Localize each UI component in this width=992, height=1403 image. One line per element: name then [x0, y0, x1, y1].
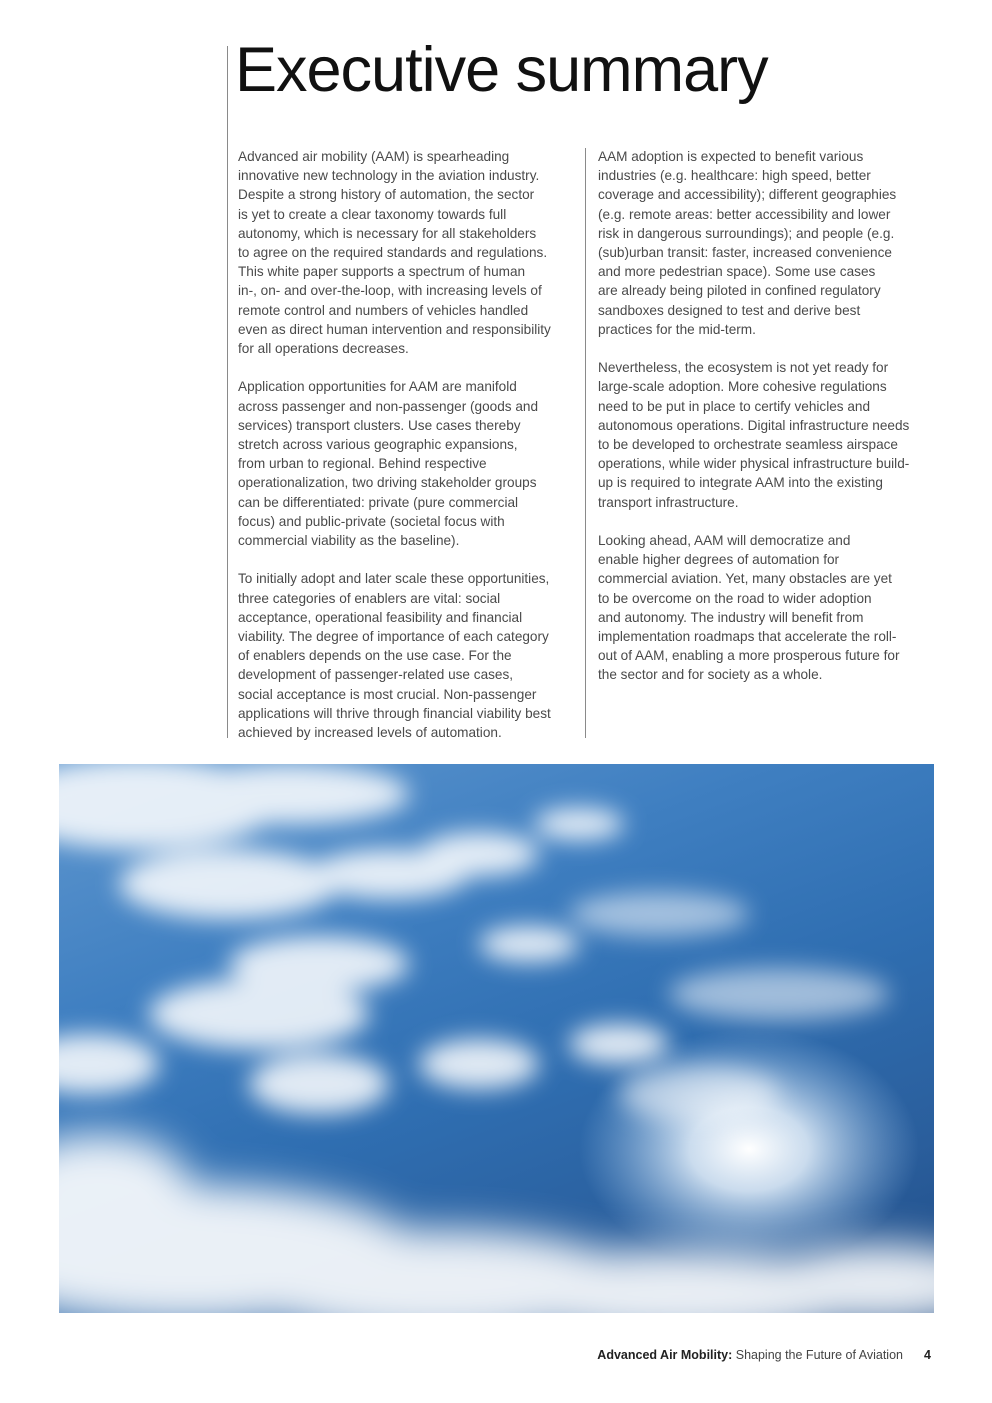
text-line: development of passenger-related use cases,: [238, 667, 514, 683]
text-line: operations, while wider physical infrastructure build-: [598, 456, 910, 472]
text-line: can be differentiated: private (pure commercial: [238, 494, 519, 510]
text-line: out of AAM, enabling a more prosperous future for: [598, 648, 900, 664]
paragraph-2: [238, 377, 578, 550]
text-line: and more pedestrian space). Some use cases: [598, 264, 876, 280]
text-line: are already being piloted in confined regulatory: [598, 283, 881, 299]
text-line: transport infrastructure.: [598, 494, 739, 510]
text-line: enable higher degrees of automation for: [598, 552, 840, 568]
text-line: viability. The degree of importance of each category: [238, 629, 549, 645]
text-line: sandboxes designed to test and derive best: [598, 302, 861, 318]
paragraph-4: [598, 147, 938, 339]
text-line: social acceptance is most crucial. Non-passenger: [238, 686, 537, 702]
text-line: This white paper supports a spectrum of human: [238, 264, 526, 280]
text-line: services) transport clusters. Use cases thereby: [238, 417, 521, 433]
text-line: coverage and accessibility); different geographies: [598, 187, 897, 203]
text-line: Application opportunities for AAM are manifold: [238, 379, 517, 395]
page-title: Executive summary: [235, 35, 768, 105]
text-line: risk in dangerous surroundings); and people (e.g.: [598, 225, 895, 241]
text-line: AAM adoption is expected to benefit various: [598, 149, 864, 164]
text-line: and autonomy. The industry will benefit from: [598, 609, 864, 625]
column-divider-rule: [585, 148, 586, 738]
text-line: large-scale adoption. More cohesive regulations: [598, 379, 887, 395]
text-line: to be overcome on the road to wider adoption: [598, 590, 872, 606]
text-line: up is required to integrate AAM into the existing: [598, 475, 883, 491]
text-line: commercial viability as the baseline).: [238, 533, 460, 549]
paragraph-6: [598, 531, 938, 685]
text-line: commercial aviation. Yet, many obstacles are yet: [598, 571, 892, 587]
text-line: the sector and for society as a whole.: [598, 667, 823, 683]
text-line: even as direct human intervention and responsibility: [238, 321, 551, 337]
text-line: (sub)urban transit: faster, increased convenience: [598, 245, 892, 261]
text-line: Nevertheless, the ecosystem is not yet ready for: [598, 360, 889, 376]
text-line: (e.g. remote areas: better accessibility and lower: [598, 206, 891, 222]
text-line: Despite a strong history of automation, the sector: [238, 187, 535, 203]
text-line: implementation roadmaps that accelerate the roll-: [598, 629, 897, 645]
text-line: industries (e.g. healthcare: high speed, better: [598, 168, 871, 184]
text-line: Advanced air mobility (AAM) is spearheading: [238, 149, 510, 164]
text-line: Looking ahead, AAM will democratize and: [598, 533, 851, 549]
paragraph-1: [238, 147, 578, 358]
text-line: three categories of enablers are vital: social: [238, 590, 501, 606]
footer-report-title: Advanced Air Mobility:: [597, 1348, 733, 1362]
text-line: To initially adopt and later scale these opportunities,: [238, 571, 550, 587]
text-line: to be developed to orchestrate seamless airspace: [598, 437, 898, 453]
text-line: remote control and numbers of vehicles handled: [238, 302, 529, 318]
text-line: need to be put in place to certify vehicles and: [598, 398, 871, 414]
text-line: achieved by increased levels of automation.: [238, 725, 502, 741]
text-line: innovative new technology in the aviation industry.: [238, 168, 540, 184]
text-line: autonomous operations. Digital infrastructure needs: [598, 417, 910, 433]
sky-clouds-illustration: [59, 764, 934, 1313]
right-text-column: [598, 147, 938, 704]
text-line: to agree on the required standards and regulations.: [238, 245, 548, 261]
text-line: operationalization, two driving stakeholder groups: [238, 475, 537, 491]
paragraph-3: [238, 569, 578, 742]
text-line: practices for the mid-term.: [598, 321, 756, 337]
text-line: applications will thrive through financial viability best: [238, 705, 551, 721]
left-text-column: [238, 147, 578, 761]
sky-photo: [59, 764, 934, 1313]
text-line: for all operations decreases.: [238, 341, 409, 357]
text-line: across passenger and non-passenger (goods and: [238, 398, 539, 414]
text-line: acceptance, operational feasibility and financial: [238, 609, 523, 625]
footer-report-subtitle: Shaping the Future of Aviation: [732, 1348, 903, 1362]
left-vertical-rule: [227, 46, 228, 738]
page-number: 4: [924, 1348, 931, 1362]
text-line: of enablers depends on the use case. For the: [238, 648, 512, 664]
paragraph-5: [598, 358, 938, 512]
text-line: stretch across various geographic expansions,: [238, 437, 518, 453]
text-line: in-, on- and over-the-loop, with increasing levels of: [238, 283, 542, 299]
text-line: from urban to regional. Behind respective: [238, 456, 487, 472]
text-line: is yet to create a clear taxonomy towards full: [238, 206, 507, 222]
text-line: autonomy, which is necessary for all stakeholders: [238, 225, 537, 241]
text-line: focus) and public-private (societal focus with: [238, 513, 505, 529]
page-footer: [0, 1348, 903, 1362]
